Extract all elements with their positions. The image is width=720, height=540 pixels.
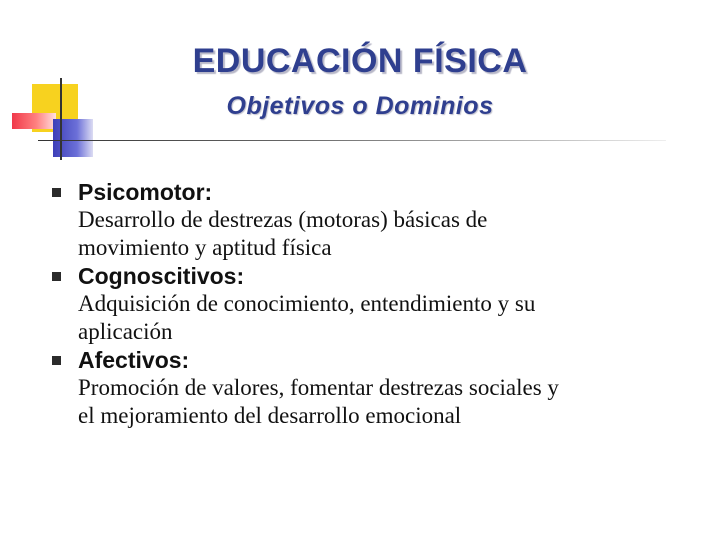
- square-bullet-icon: [52, 272, 61, 281]
- bullet-text-line: movimiento y aptitud física: [78, 235, 332, 260]
- bullet-list: [50, 178, 690, 430]
- bullet-heading: Psicomotor:: [78, 179, 213, 205]
- slide-subtitle: Objetivos o Dominios: [226, 92, 494, 120]
- bullet-heading: Afectivos:: [78, 347, 190, 373]
- bullet-item-cognoscitivos: [50, 262, 690, 346]
- bullet-text-line: Promoción de valores, fomentar destrezas sociales y: [78, 375, 559, 400]
- decor-blue-square: [53, 119, 93, 157]
- bullet-text-line: el mejoramiento del desarrollo emocional: [78, 403, 462, 428]
- bullet-item-psicomotor: [50, 178, 690, 262]
- bullet-heading: Cognoscitivos:: [78, 263, 245, 289]
- title-divider-line: [38, 140, 666, 141]
- bullet-text-line: Adquisición de conocimiento, entendimiento y su: [78, 291, 536, 316]
- bullet-text-line: Desarrollo de destrezas (motoras) básicas de: [78, 207, 488, 232]
- square-bullet-icon: [52, 188, 61, 197]
- slide-title: EDUCACIÓN FÍSICA: [192, 42, 528, 80]
- bullet-text-line: aplicación: [78, 319, 173, 344]
- bullet-item-afectivos: [50, 346, 690, 430]
- square-bullet-icon: [52, 356, 61, 365]
